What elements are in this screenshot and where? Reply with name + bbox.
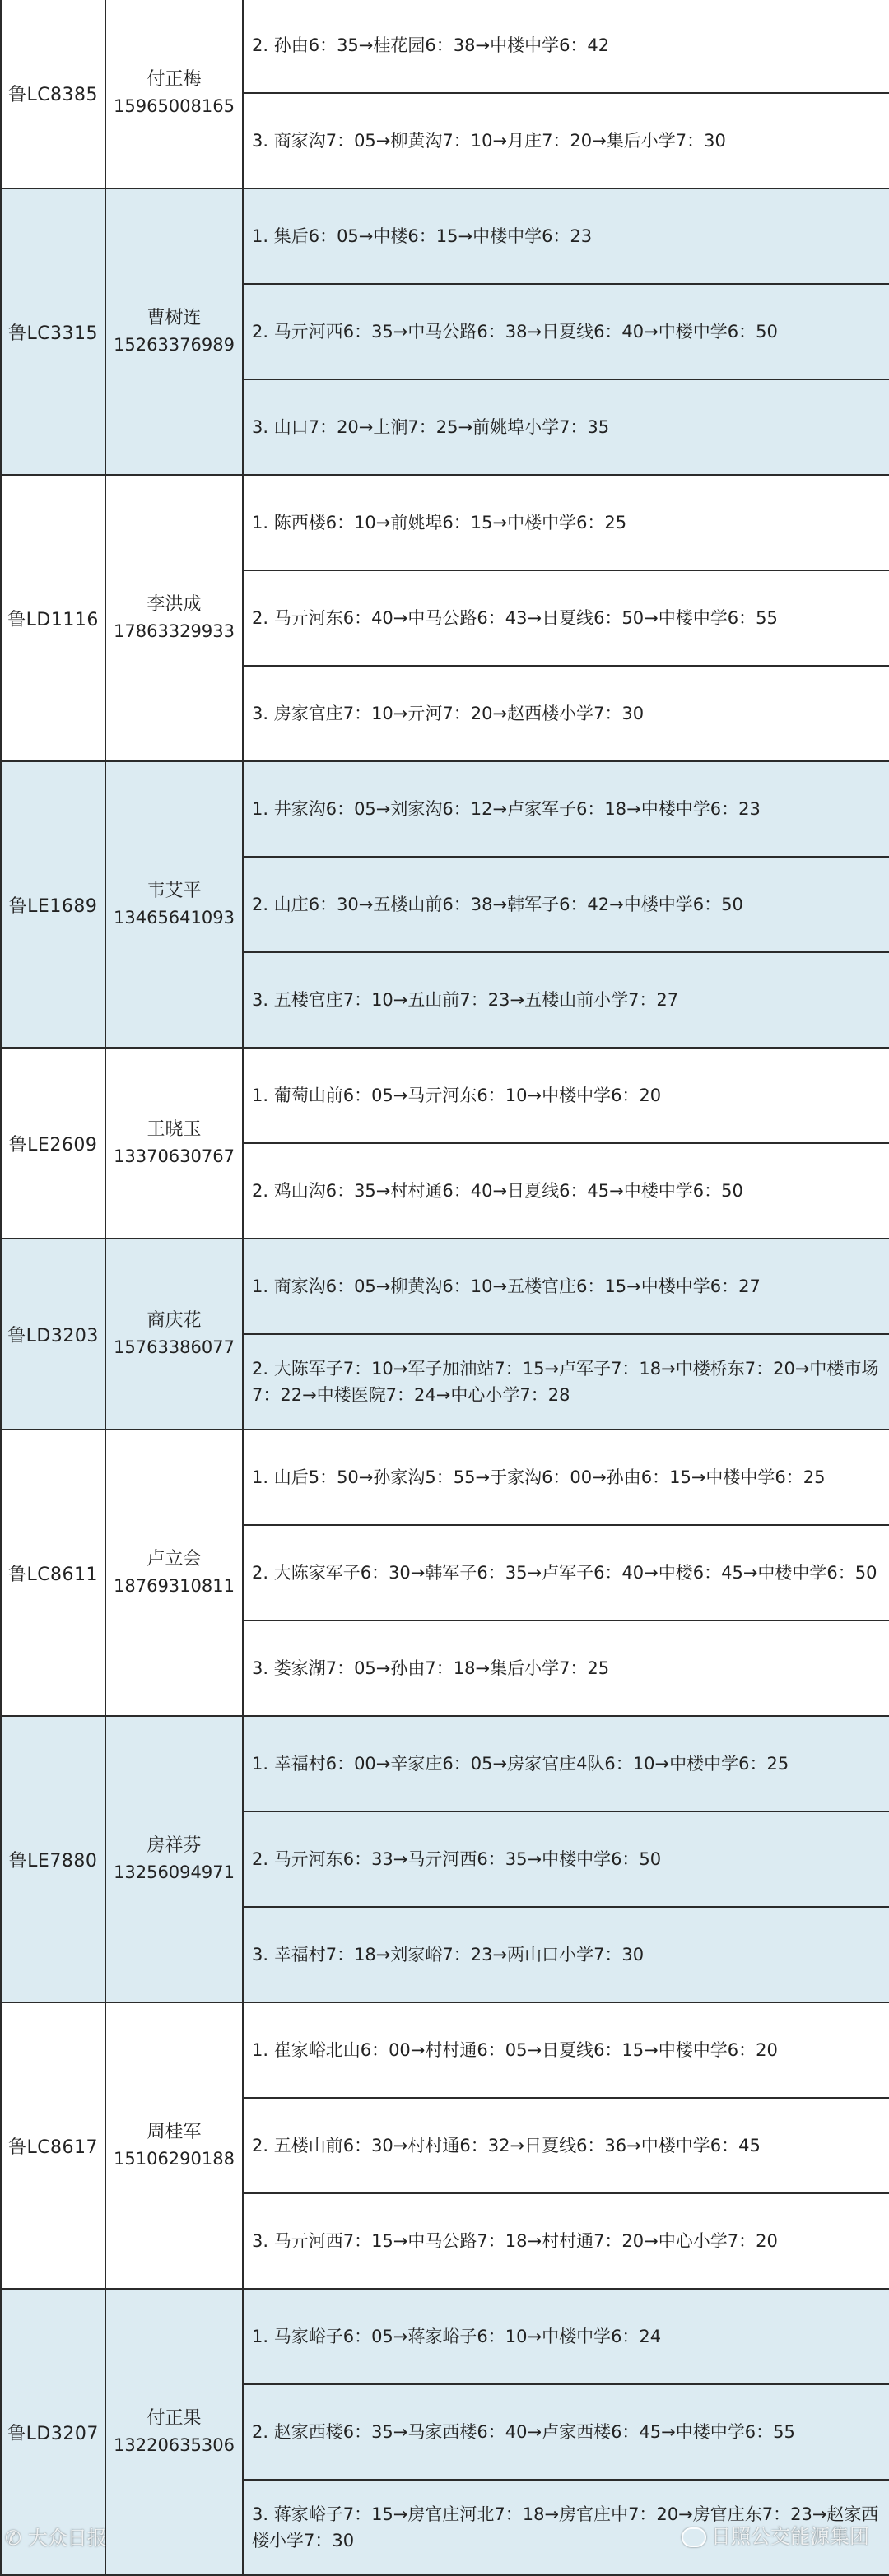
driver-cell <box>105 1239 243 1430</box>
driver-phone: 13256094971 <box>114 1862 235 1882</box>
route-text: 1. 集后6：05→中楼6：15→中楼中学6：23 <box>243 188 889 284</box>
route-text: 2. 大陈家军子6：30→韩军子6：35→卢军子6：40→中楼6：45→中楼中学6：50 <box>243 1525 889 1620</box>
driver-name: 李洪成 <box>147 594 202 615</box>
route-text: 1. 马家峪子6：05→蒋家峪子6：10→中楼中学6：24 <box>243 2289 889 2384</box>
driver-cell <box>105 0 243 188</box>
route-text: 2. 马亓河东6：33→马亓河西6：35→中楼中学6：50 <box>243 1811 889 1907</box>
bus-schedule-body <box>1 0 889 2575</box>
driver-cell <box>105 1048 243 1239</box>
route-text: 2. 五楼山前6：30→村村通6：32→日夏线6：36→中楼中学6：45 <box>243 2098 889 2193</box>
route-text: 2. 马亓河西6：35→中马公路6：38→日夏线6：40→中楼中学6：50 <box>243 284 889 379</box>
plate-number: 鲁LC8611 <box>1 1430 105 1716</box>
watermark-left-text: 大众日报 <box>27 2527 107 2550</box>
route-row <box>1 2289 889 2384</box>
driver-phone: 13370630767 <box>114 1146 235 1166</box>
route-text: 3. 商家沟7：05→柳黄沟7：10→月庄7：20→集后小学7：30 <box>243 93 889 188</box>
driver-phone: 17863329933 <box>114 621 235 641</box>
route-row <box>1 1239 889 1334</box>
route-text: 2. 赵家西楼6：35→马家西楼6：40→卢家西楼6：45→中楼中学6：55 <box>243 2384 889 2480</box>
route-row <box>1 2002 889 2098</box>
driver-name: 韦艾平 <box>147 881 202 901</box>
route-text: 1. 幸福村6：00→辛家庄6：05→房家官庄4队6：10→中楼中学6：25 <box>243 1716 889 1811</box>
plate-number: 鲁LC3315 <box>1 188 105 475</box>
driver-cell <box>105 475 243 761</box>
plate-number: 鲁LE2609 <box>1 1048 105 1239</box>
route-text: 1. 山后5：50→孙家沟5：55→于家沟6：00→孙由6：15→中楼中学6：25 <box>243 1430 889 1525</box>
route-text: 3. 马亓河西7：15→中马公路7：18→村村通7：20→中心小学7：20 <box>243 2193 889 2289</box>
route-text: 3. 蒋家峪子7：15→房官庄河北7：18→房官庄中7：20→房官庄东7：23→赵家西楼小学7：30 <box>243 2480 889 2575</box>
driver-phone: 13465641093 <box>114 908 235 928</box>
route-text: 2. 山庄6：30→五楼山前6：38→韩军子6：42→中楼中学6：50 <box>243 857 889 952</box>
plate-number: 鲁LD3203 <box>1 1239 105 1430</box>
driver-cell <box>105 761 243 1048</box>
weibo-icon: ✆ <box>5 2527 22 2550</box>
driver-name: 房祥芬 <box>147 1835 202 1856</box>
driver-phone: 15263376989 <box>114 335 235 355</box>
watermark-right-text: 日照公交能源集团 <box>711 2525 869 2548</box>
driver-name: 曹树连 <box>147 308 202 328</box>
route-text: 3. 山口7：20→上涧7：25→前姚埠小学7：35 <box>243 379 889 475</box>
driver-name: 周桂军 <box>147 2122 202 2142</box>
plate-number: 鲁LD3207 <box>1 2289 105 2575</box>
plate-number: 鲁LE7880 <box>1 1716 105 2002</box>
driver-phone: 15106290188 <box>114 2149 235 2169</box>
route-text: 1. 商家沟6：05→柳黄沟6：10→五楼官庄6：15→中楼中学6：27 <box>243 1239 889 1334</box>
driver-cell <box>105 1430 243 1716</box>
route-text: 2. 孙由6：35→桂花园6：38→中楼中学6：42 <box>243 0 889 93</box>
route-text: 1. 崔家峪北山6：00→村村通6：05→日夏线6：15→中楼中学6：20 <box>243 2002 889 2098</box>
driver-name: 付正梅 <box>147 69 202 90</box>
driver-cell <box>105 188 243 475</box>
driver-phone: 13220635306 <box>114 2435 235 2455</box>
plate-number: 鲁LC8617 <box>1 2002 105 2289</box>
route-text: 2. 大陈军子7：10→军子加油站7：15→卢军子7：18→中楼桥东7：20→中楼市场7：22→中楼医院7：24→中心小学7：28 <box>243 1334 889 1430</box>
route-text: 3. 娄家湖7：05→孙由7：18→集后小学7：25 <box>243 1620 889 1716</box>
driver-name: 卢立会 <box>147 1549 202 1569</box>
route-row <box>1 1430 889 1525</box>
driver-name: 王晓玉 <box>147 1119 202 1140</box>
wechat-icon <box>682 2527 706 2547</box>
route-text: 3. 五楼官庄7：10→五山前7：23→五楼山前小学7：27 <box>243 952 889 1048</box>
driver-cell <box>105 2002 243 2289</box>
route-text: 2. 鸡山沟6：35→村村通6：40→日夏线6：45→中楼中学6：50 <box>243 1143 889 1239</box>
driver-phone: 15965008165 <box>114 96 235 116</box>
route-text: 2. 马亓河东6：40→中马公路6：43→日夏线6：50→中楼中学6：55 <box>243 570 889 666</box>
plate-number: 鲁LC8385 <box>1 0 105 188</box>
driver-name: 付正果 <box>147 2408 202 2429</box>
route-row <box>1 475 889 570</box>
driver-cell <box>105 2289 243 2575</box>
route-row <box>1 0 889 93</box>
driver-name: 商庆花 <box>147 1310 202 1331</box>
route-text: 3. 幸福村7：18→刘家峪7：23→两山口小学7：30 <box>243 1907 889 2002</box>
driver-phone: 15763386077 <box>114 1337 235 1357</box>
route-text: 1. 葡萄山前6：05→马亓河东6：10→中楼中学6：20 <box>243 1048 889 1143</box>
plate-number: 鲁LD1116 <box>1 475 105 761</box>
route-text: 1. 陈西楼6：10→前姚埠6：15→中楼中学6：25 <box>243 475 889 570</box>
route-text: 3. 房家官庄7：10→亓河7：20→赵西楼小学7：30 <box>243 666 889 761</box>
driver-phone: 18769310811 <box>114 1576 235 1596</box>
watermark-left <box>5 2522 107 2550</box>
route-row <box>1 1716 889 1811</box>
route-text: 1. 井家沟6：05→刘家沟6：12→卢家军子6：18→中楼中学6：23 <box>243 761 889 857</box>
watermark-right <box>682 2520 869 2549</box>
route-row <box>1 188 889 284</box>
driver-cell <box>105 1716 243 2002</box>
route-row <box>1 1048 889 1143</box>
plate-number: 鲁LE1689 <box>1 761 105 1048</box>
route-row <box>1 761 889 857</box>
